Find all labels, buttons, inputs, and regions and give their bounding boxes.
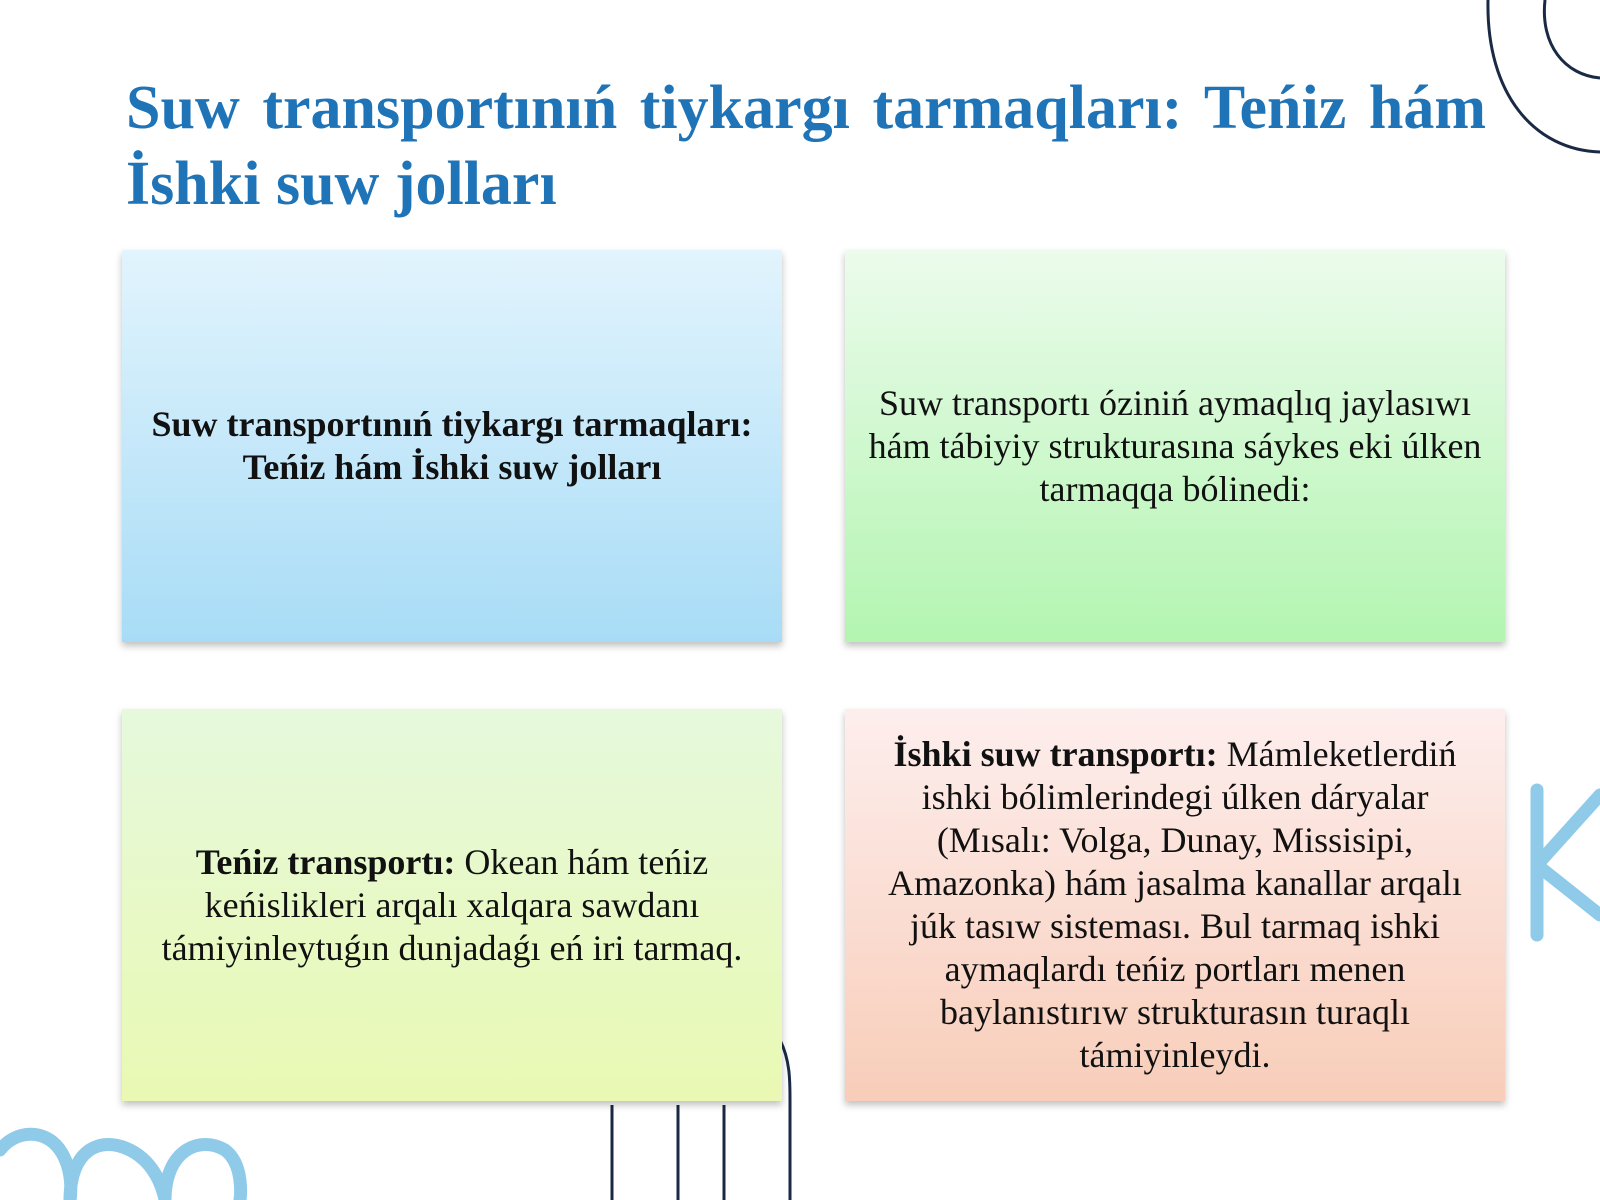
card-heading: İshki suw transportı: [893,734,1218,774]
card-text [863,733,1487,1077]
slide-title: Suw transportınıń tiykargı tarmaqları: Teńiz hám İshki suw jolları [126,74,1486,218]
card-sea-transport [122,709,782,1101]
card-text [140,841,764,970]
top-right-arc-outer [1488,0,1600,152]
card-text [140,403,764,489]
card-body: Suw transportı óziniń aymaqlıq jaylasıwı hám tábiyiy strukturasına sáykes eki úlken tarmaqqa bólinedi: [868,382,1482,509]
card-heading: Suw transportınıń tiykargı tarmaqları: Teńiz hám İshki suw jolları [151,404,753,487]
card-intro [845,250,1505,642]
card-body: Okean hám teńiz keńislikleri arqalı xalqara sawdanı támiyinleytuǵın dunjadaǵı eń iri tarmaq. [161,841,743,968]
right-k-shape [1537,790,1600,935]
top-right-arc-inner [1544,0,1600,78]
card-inland-water-transport [845,709,1505,1101]
card-heading: Teńiz transportı: [195,841,456,882]
card-body: Mámleketlerdiń ishki bólimlerindegi úlken dáryalar (Mısalı: Volga, Dunay, Missisipi, Amazonka) hám jasalma kanallar arqalı júk tasıw sisteması. Bul tarmaq ishki aymaqlardı teńiz portları menen baylanıstırıw strukturasın turaqlı támiyinleydi. [888,734,1462,1075]
card-overview-title [122,250,782,642]
bottom-left-waves [0,1134,241,1200]
card-text [863,382,1487,511]
